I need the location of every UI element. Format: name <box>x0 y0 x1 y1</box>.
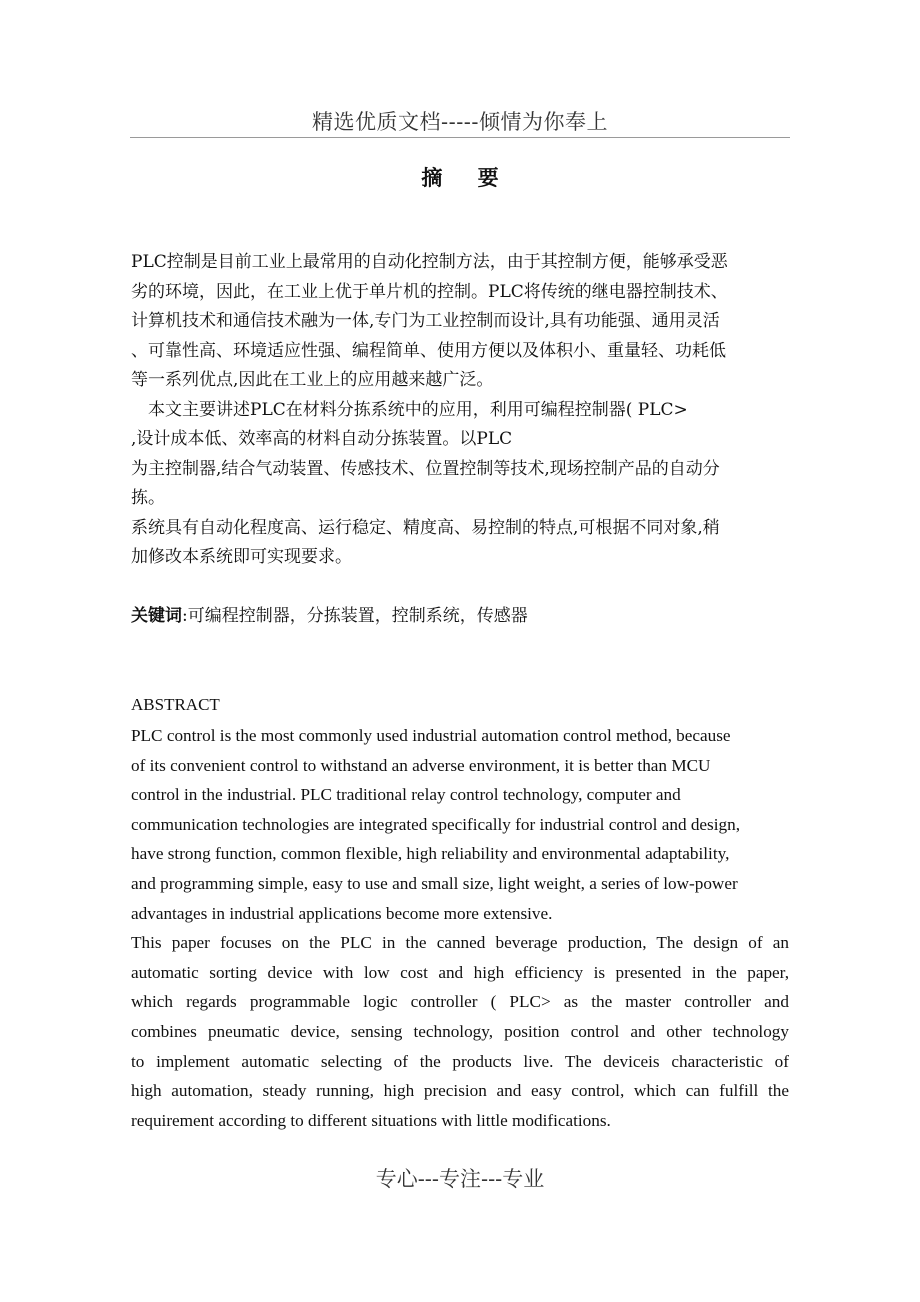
page-footer: 专心---专注---专业 <box>375 1167 545 1191</box>
header-divider <box>130 137 790 138</box>
abstract-en-line: This paper focuses on the PLC in the canned beverage production, The design of an <box>131 933 789 953</box>
abstract-en-line: communication technologies are integrated specifically for industrial control and design, <box>131 814 741 834</box>
abstract-cn-line: 系统具有自动化程度高、运行稳定、精度高、易控制的特点,可根据不同对象,稍 <box>131 517 720 538</box>
abstract-en-line: high automation, steady running, high precision and easy control, which can fulfill the <box>131 1081 789 1101</box>
abstract-en-line: combines pneumatic device, sensing technology, position control and other technology <box>131 1021 789 1041</box>
abstract-cn-line: 加修改本系统即可实现要求。 <box>131 547 352 567</box>
abstract-en-heading: ABSTRACT <box>131 695 220 714</box>
page-header-title: 精选优质文档-----倾情为你奉上 <box>312 110 608 134</box>
abstract-en-line: and programming simple, easy to use and small size, light weight, a series of low-power <box>131 873 738 893</box>
abstract-cn-line: 劣的环境，因此，在工业上优于单片机的控制。PLC将传统的继电器控制技术、 <box>131 281 728 302</box>
abstract-en-line: control in the industrial. PLC traditional relay control technology, computer and <box>131 785 681 805</box>
abstract-en-line: advantages in industrial applications become more extensive. <box>131 903 553 923</box>
abstract-cn-line: ,设计成本低、效率高的材料自动分拣装置。以PLC <box>131 429 513 449</box>
abstract-cn-line: 拣。 <box>131 488 165 508</box>
keywords-text: :可编程控制器，分拣装置，控制系统，传感器 <box>182 606 528 626</box>
abstract-cn-body <box>131 248 791 573</box>
abstract-cn-line: 本文主要讲述PLC在材料分拣系统中的应用，利用可编程控制器( PLC> <box>131 399 688 420</box>
abstract-cn-line: 、可靠性高、环境适应性强、编程简单、使用方便以及体积小、重量轻、功耗低 <box>131 340 726 361</box>
abstract-cn-line: PLC控制是目前工业上最常用的自动化控制方法，由于其控制方便，能够承受恶 <box>131 252 728 272</box>
abstract-en-line: requirement according to different situations with little modifications. <box>131 1110 611 1130</box>
abstract-en-line: of its convenient control to withstand an adverse environment, it is better than MCU <box>131 755 711 775</box>
abstract-cn-line: 等一系列优点,因此在工业上的应用越来越广泛。 <box>131 370 494 390</box>
keywords-label: 关键词 <box>131 606 182 626</box>
abstract-cn-heading: 摘 要 <box>421 165 513 190</box>
abstract-cn-line: 计算机技术和通信技术融为一体,专门为工业控制而设计,具有功能强、通用灵活 <box>131 311 720 331</box>
abstract-en-body <box>131 721 791 1135</box>
abstract-en-line: automatic sorting device with low cost and high efficiency is presented in the paper, <box>131 962 789 982</box>
abstract-en-line: to implement automatic selecting of the products live. The deviceis characteristic of <box>131 1051 789 1071</box>
abstract-cn-line: 为主控制器,结合气动装置、传感技术、位置控制等技术,现场控制产品的自动分 <box>131 458 720 479</box>
abstract-en-line: which regards programmable logic controller ( PLC> as the master controller and <box>131 992 789 1012</box>
keywords-line <box>131 603 528 629</box>
abstract-en-line: PLC control is the most commonly used industrial automation control method, because <box>131 726 731 745</box>
abstract-en-line: have strong function, common flexible, high reliability and environmental adaptability, <box>131 844 730 864</box>
